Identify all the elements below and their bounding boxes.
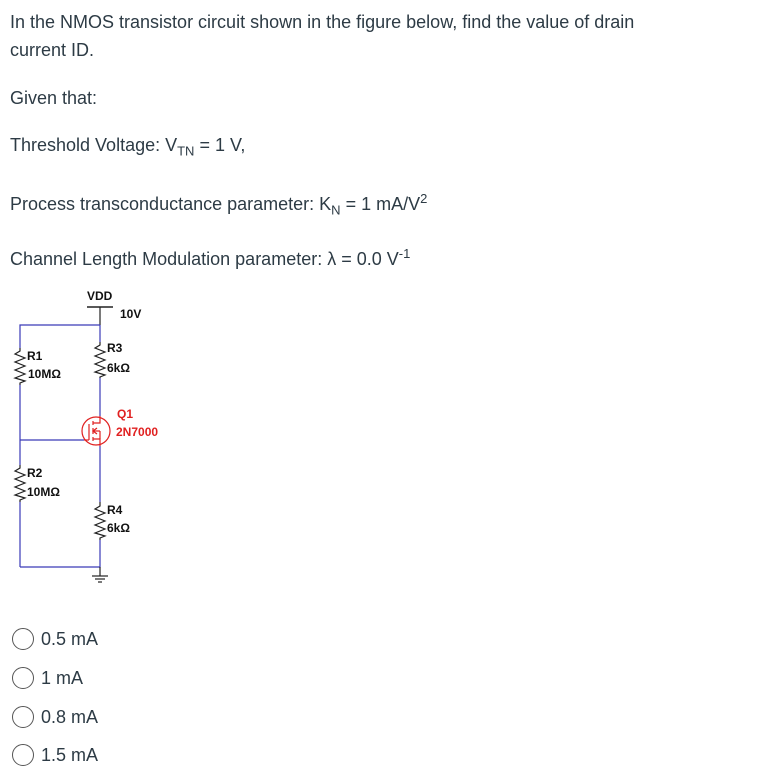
kn-label: Process transconductance parameter: K — [10, 194, 332, 214]
q1-name: Q1 — [117, 407, 134, 421]
r4-name: R4 — [107, 503, 123, 517]
q1-part-number: 2N7000 — [116, 425, 159, 439]
r4-resistor-symbol — [95, 502, 105, 540]
answer-option-1[interactable] — [12, 625, 98, 653]
radio-button-icon[interactable] — [12, 628, 34, 650]
vdd-label: VDD — [87, 289, 113, 303]
wire-vdd-to-r1 — [20, 325, 100, 348]
answer-option-4[interactable] — [12, 741, 98, 769]
given-heading: Given that: — [10, 88, 98, 108]
r1-value: 10MΩ — [28, 367, 61, 381]
r2-resistor-symbol — [15, 465, 25, 502]
answer-option-label: 1 mA — [41, 667, 84, 688]
vtn-value: = 1 V, — [194, 135, 246, 155]
r1-resistor-symbol — [15, 348, 25, 385]
vtn-label: Threshold Voltage: V — [10, 135, 178, 155]
vdd-value: 10V — [120, 307, 142, 321]
r3-value: 6kΩ — [107, 361, 130, 375]
answer-option-2[interactable] — [12, 664, 83, 692]
lambda-line — [10, 240, 410, 273]
r3-name: R3 — [107, 341, 123, 355]
ground-symbol — [92, 567, 108, 582]
r2-name: R2 — [27, 466, 43, 480]
kn-value: = 1 mA/V — [340, 194, 421, 214]
kn-subscript: N — [331, 202, 341, 218]
kn-superscript: 2 — [420, 191, 428, 206]
question-text-line2: current ID. — [10, 40, 95, 60]
answer-option-label: 0.5 mA — [41, 628, 99, 649]
r1-name: R1 — [27, 349, 43, 363]
wire-ground-bus — [20, 540, 100, 567]
question-text-line1: In the NMOS transistor circuit shown in the figure below, find the value of drain — [10, 12, 635, 32]
r4-value: 6kΩ — [107, 521, 130, 535]
nmos-circuit-diagram — [0, 280, 200, 600]
answer-option-label: 0.8 mA — [41, 706, 99, 727]
threshold-voltage-line — [10, 131, 245, 166]
vtn-subscript: TN — [177, 143, 195, 159]
radio-button-icon[interactable] — [12, 744, 34, 766]
transconductance-line — [10, 185, 427, 225]
answer-option-label: 1.5 mA — [41, 744, 99, 765]
r2-value: 10MΩ — [27, 485, 60, 499]
r3-resistor-symbol — [95, 342, 105, 378]
lambda-superscript: -1 — [398, 246, 411, 261]
radio-button-icon[interactable] — [12, 667, 34, 689]
answer-option-3[interactable] — [12, 703, 98, 731]
q1-transistor-symbol — [82, 416, 110, 446]
radio-button-icon[interactable] — [12, 706, 34, 728]
lambda-label: Channel Length Modulation parameter: λ = 0.0 V — [10, 249, 399, 269]
